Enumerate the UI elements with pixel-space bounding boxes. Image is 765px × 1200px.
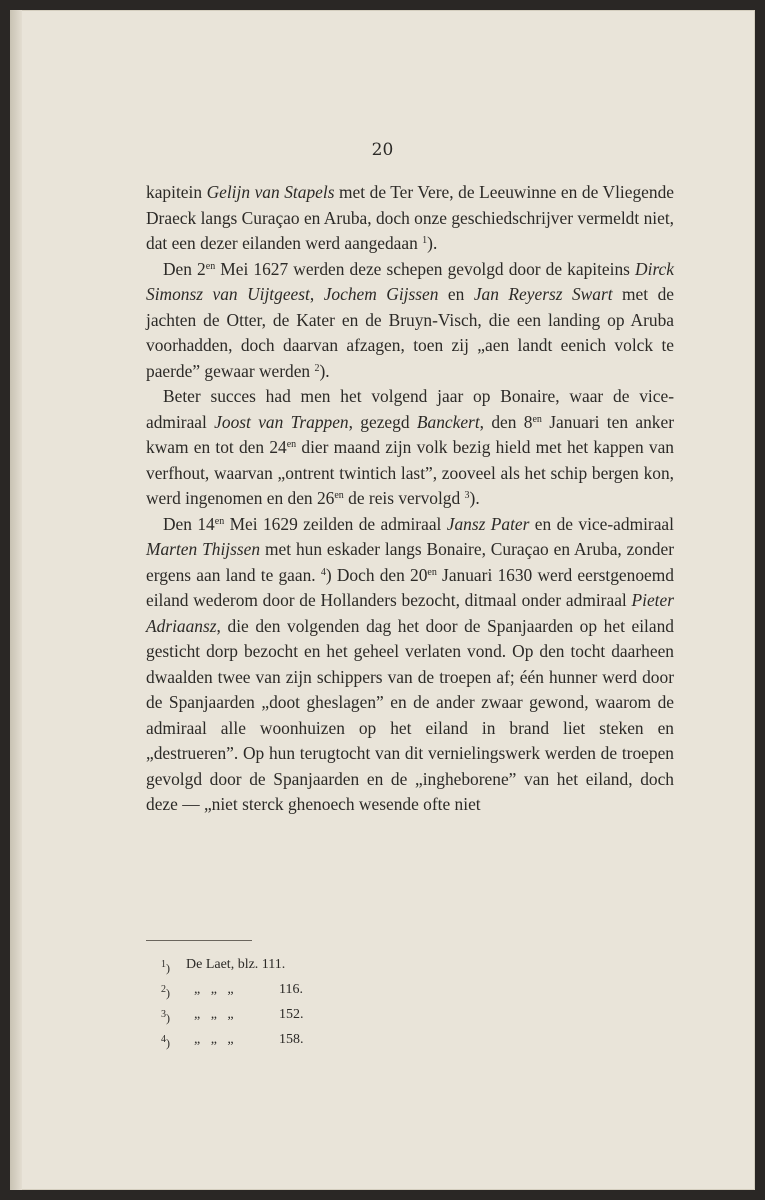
italic-name: Banckert	[416, 411, 480, 432]
footnote-page: 116.	[279, 982, 303, 997]
paragraph	[146, 257, 674, 385]
superscript: en	[205, 260, 216, 272]
superscript: en	[427, 566, 437, 578]
footnote-number: 3	[161, 1009, 166, 1020]
page-number: 20	[371, 140, 394, 160]
text-run: dier maand zijn volk bezig hield met het kappen van verfhout, waarvan „ontrent twintich last”, zooveel als het schip bergen kon, werd ingenomen en den 26	[146, 437, 674, 508]
italic-name: Pieter Adriaansz	[146, 590, 674, 636]
paragraph	[146, 180, 674, 257]
footnote-page: 158.	[279, 1032, 304, 1047]
text-run: en	[438, 284, 474, 304]
text-run: ).	[469, 488, 480, 508]
superscript: en	[334, 490, 344, 501]
text-run: Den 14	[163, 513, 215, 534]
text-run: Januari ten anker kwam en tot den 24	[146, 411, 674, 457]
ditto-marks: „ „ „	[194, 1007, 234, 1022]
footnote-number: 2	[161, 984, 166, 995]
footnote	[161, 979, 304, 1004]
superscript: en	[286, 439, 297, 450]
italic-name: Joost van Trappen	[214, 411, 349, 432]
text-run: ).	[427, 233, 438, 253]
paragraph	[146, 512, 674, 818]
italic-name: Dirck Simonsz van Uijtgeest	[146, 258, 674, 304]
text-run: ).	[319, 360, 330, 381]
superscript: 3	[464, 490, 470, 501]
text-run: Beter succes had men het volgend jaar op Bonaire, waar de vice-admiraal	[146, 386, 674, 432]
italic-name: Gelijn van Stapels	[206, 182, 335, 202]
italic-name: Jochem Gijssen	[323, 284, 439, 304]
text-run: Mei 1627 werden deze schepen gevolgd door de kapiteins	[215, 258, 636, 279]
superscript: 2	[314, 362, 320, 374]
text-run: met de Ter Vere, de Leeuwinne en de Vliegende Draeck langs Curaçao en Aruba, doch onze geschiedschrijver vermeldt niet, dat een dezer eilanden werd aangedaan	[146, 182, 674, 253]
ditto-marks: „ „ „	[194, 1032, 234, 1047]
footnote-rule	[146, 940, 252, 941]
footnote	[161, 1004, 304, 1029]
footnote-mark: $^1$)	[161, 959, 170, 975]
text-run: met hun eskader langs Bonaire, Curaçao en Aruba, zonder ergens aan land te gaan.	[146, 539, 674, 585]
text-run: kapitein	[146, 182, 207, 202]
ditto-marks: „ „ „	[194, 982, 234, 997]
text-run: en de vice-admiraal	[529, 513, 674, 534]
footnote-page: 152.	[279, 1007, 304, 1022]
footnote	[161, 954, 304, 979]
text-run: Mei 1629 zeilden de admiraal	[224, 513, 447, 534]
footnote-number: 1	[161, 959, 166, 970]
footnote	[161, 1029, 304, 1054]
text-run: met de jachten de Otter, de Kater en de Bruyn-Visch, die een landing op Aruba voorhadden, doch daarvan afzagen, toen zij „aen landt eenich volck te paerde” gewaar werden	[146, 284, 674, 381]
text-run: , gezegd	[348, 411, 417, 432]
superscript: en	[532, 413, 542, 425]
italic-name: Jan Reyersz Swart	[473, 284, 613, 304]
italic-name: Marten Thijssen	[146, 539, 261, 559]
text-run: , die den volgenden dag het door de Spanjaarden op het eiland gesticht dorp bezocht en het geheel verlaten vond. Op den tocht daarheen dwaalden twee van zijn schippers van de troepen af; één hunner werd door de Spanjaarden „doot gheslagen” en de ander zwaar gewond, waarom de admiraal alle woonhuizen op het eiland in brand liet steken en „destrueren”. Op hun terugtocht van dit vernielingswerk werden de troepen gevolgd door de Spanjaarden en de „ingheborene” van het eiland, doch deze — „niet sterck ghenoech wesende ofte niet	[146, 615, 674, 814]
paragraph	[146, 384, 674, 512]
footnote-number: 4	[161, 1034, 166, 1045]
body-text	[146, 180, 674, 818]
footnote-mark: $^4$)	[161, 1034, 170, 1050]
superscript: en	[214, 515, 225, 527]
footnote-text: De Laet, blz. 111.	[186, 957, 286, 972]
text-run: ,	[309, 284, 324, 304]
superscript: 4	[320, 566, 326, 578]
text-run: , den 8	[479, 411, 533, 432]
text-run: Den 2	[163, 258, 206, 279]
footnote-mark: $^3$)	[161, 1009, 170, 1025]
footnotes	[161, 954, 304, 1054]
italic-name: Jansz Pater	[446, 513, 530, 534]
superscript: 1	[422, 235, 428, 246]
text-run: de reis vervolgd	[343, 488, 465, 508]
footnote-mark: $^2$)	[161, 984, 170, 1000]
page-binding-edge	[10, 10, 22, 1190]
text-run: ) Doch den 20	[325, 564, 428, 585]
text-run: Januari 1630 werd eerstgenoemd eiland wederom door de Hollanders bezocht, ditmaal onder admiraal	[146, 564, 674, 610]
